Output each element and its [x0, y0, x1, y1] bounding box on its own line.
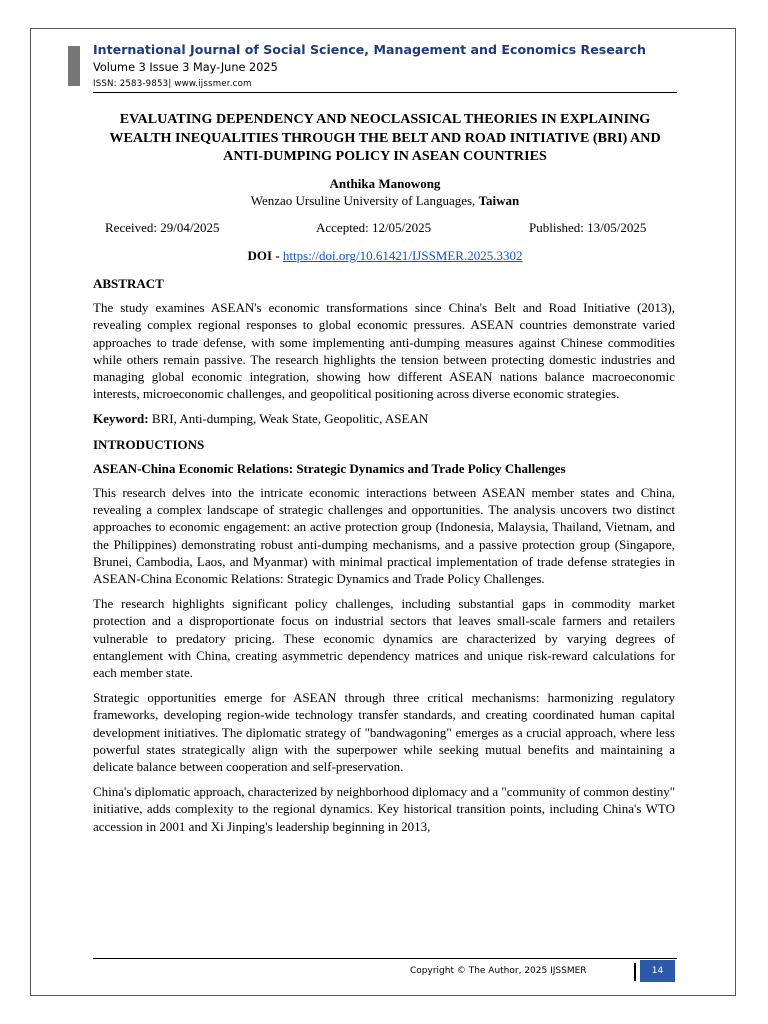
body-paragraph: China's diplomatic approach, characterized by neighborhood diplomacy and a "community of common destiny" initiative, adds complexity to the regional dynamics. Key historical transition points, including China's WTO accession in 2001 and Xi Jinping's leadership beginning in 2013, — [93, 784, 675, 834]
footer-separator — [634, 963, 636, 981]
published-date: Published: 13/05/2025 — [529, 220, 647, 235]
doi-link[interactable]: https://doi.org/10.61421/IJSSMER.2025.3302 — [282, 248, 523, 263]
author-affiliation — [93, 193, 677, 209]
page-number: 14 — [640, 960, 675, 982]
keywords-label: Keyword: — [93, 411, 149, 427]
copyright-notice: Copyright © The Author, 2025 IJSSMER — [410, 966, 587, 976]
journal-issn: ISSN: 2583-9853| www.ijssmer.com — [93, 79, 252, 89]
affiliation-country: Taiwan — [478, 193, 520, 208]
abstract-heading: ABSTRACT — [93, 276, 164, 291]
affiliation-institution: Wenzao Ursuline University of Languages, — [250, 193, 479, 208]
author-name: Anthika Manowong — [329, 176, 441, 191]
article-body — [93, 275, 675, 843]
abstract-text: The study examines ASEAN's economic transformations since China's Belt and Road Initiative (2013), revealing complex regional responses to global economic pressures. ASEAN countries demonstrate varied approaches to trade defense, with some implementing anti-dumping measures against Chinese commodities while others remain passive. The research highlights the tension between protecting domestic industries and managing global economic integration, showing how different ASEAN nations balance macroeconomic interests, microeconomic challenges, and geopolitical positioning across diverse economic strategies. — [93, 300, 675, 402]
header-accent-bar — [68, 46, 80, 86]
body-paragraph: Strategic opportunities emerge for ASEAN through three critical mechanisms: harmonizing regulatory frameworks, developing region-wide technology transfer standards, and creating coordinated human capital development initiatives. The diplomatic strategy of "bandwagoning" emerges as a crucial approach, where less powerful states strategically align with the superpower while seeking mutual benefits and maintaining a delicate balance between cooperation and self-preservation. — [93, 690, 675, 775]
footer-divider — [93, 958, 677, 959]
doi-label: DOI - — [247, 248, 283, 263]
body-paragraph: The research highlights significant policy challenges, including substantial gaps in commodity market protection and a disproportionate focus on industrial sectors that leaves small-scale farmers and retailers vulnerable to predatory pricing. These economic dynamics are characterized by varying degrees of entanglement with China, creating asymmetric dependency matrices and unique risk-reward calculations for each member state. — [93, 596, 675, 681]
journal-volume: Volume 3 Issue 3 May-June 2025 — [93, 61, 278, 74]
introduction-subheading: ASEAN-China Economic Relations: Strategic Dynamics and Trade Policy Challenges — [93, 460, 566, 476]
doi-line — [93, 248, 677, 264]
received-date: Received: 29/04/2025 — [105, 220, 220, 235]
article-title: EVALUATING DEPENDENCY AND NEOCLASSICAL THEORIES IN EXPLAINING WEALTH INEQUALITIES THROUGH THE BELT AND ROAD INITIATIVE (BRI) AND ANTI-DUMPING POLICY IN ASEAN COUNTRIES — [109, 111, 661, 164]
accepted-date: Accepted: 12/05/2025 — [316, 220, 432, 235]
header-divider — [93, 92, 677, 93]
journal-name: International Journal of Social Science, Management and Economics Research — [93, 42, 646, 57]
body-paragraph: This research delves into the intricate economic interactions between ASEAN member states and China, revealing a complex landscape of strategic challenges and opportunities. The analysis uncovers two distinct approaches to economic engagement: an active protection group (Indonesia, Malaysia, Thailand, Vietnam, and the Philippines) demonstrating robust anti-dumping mechanisms, and a passive protection group (Singapore, Brunei, Cambodia, Laos, and Myanmar) with minimal practical implementation of trade defense strategies in ASEAN-China Economic Relations: Strategic Dynamics and Trade Policy Challenges. — [93, 485, 675, 587]
introduction-heading: INTRODUCTIONS — [93, 436, 205, 452]
keywords-text: BRI, Anti-dumping, Weak State, Geopolitic, ASEAN — [148, 411, 429, 427]
keywords — [93, 410, 675, 427]
